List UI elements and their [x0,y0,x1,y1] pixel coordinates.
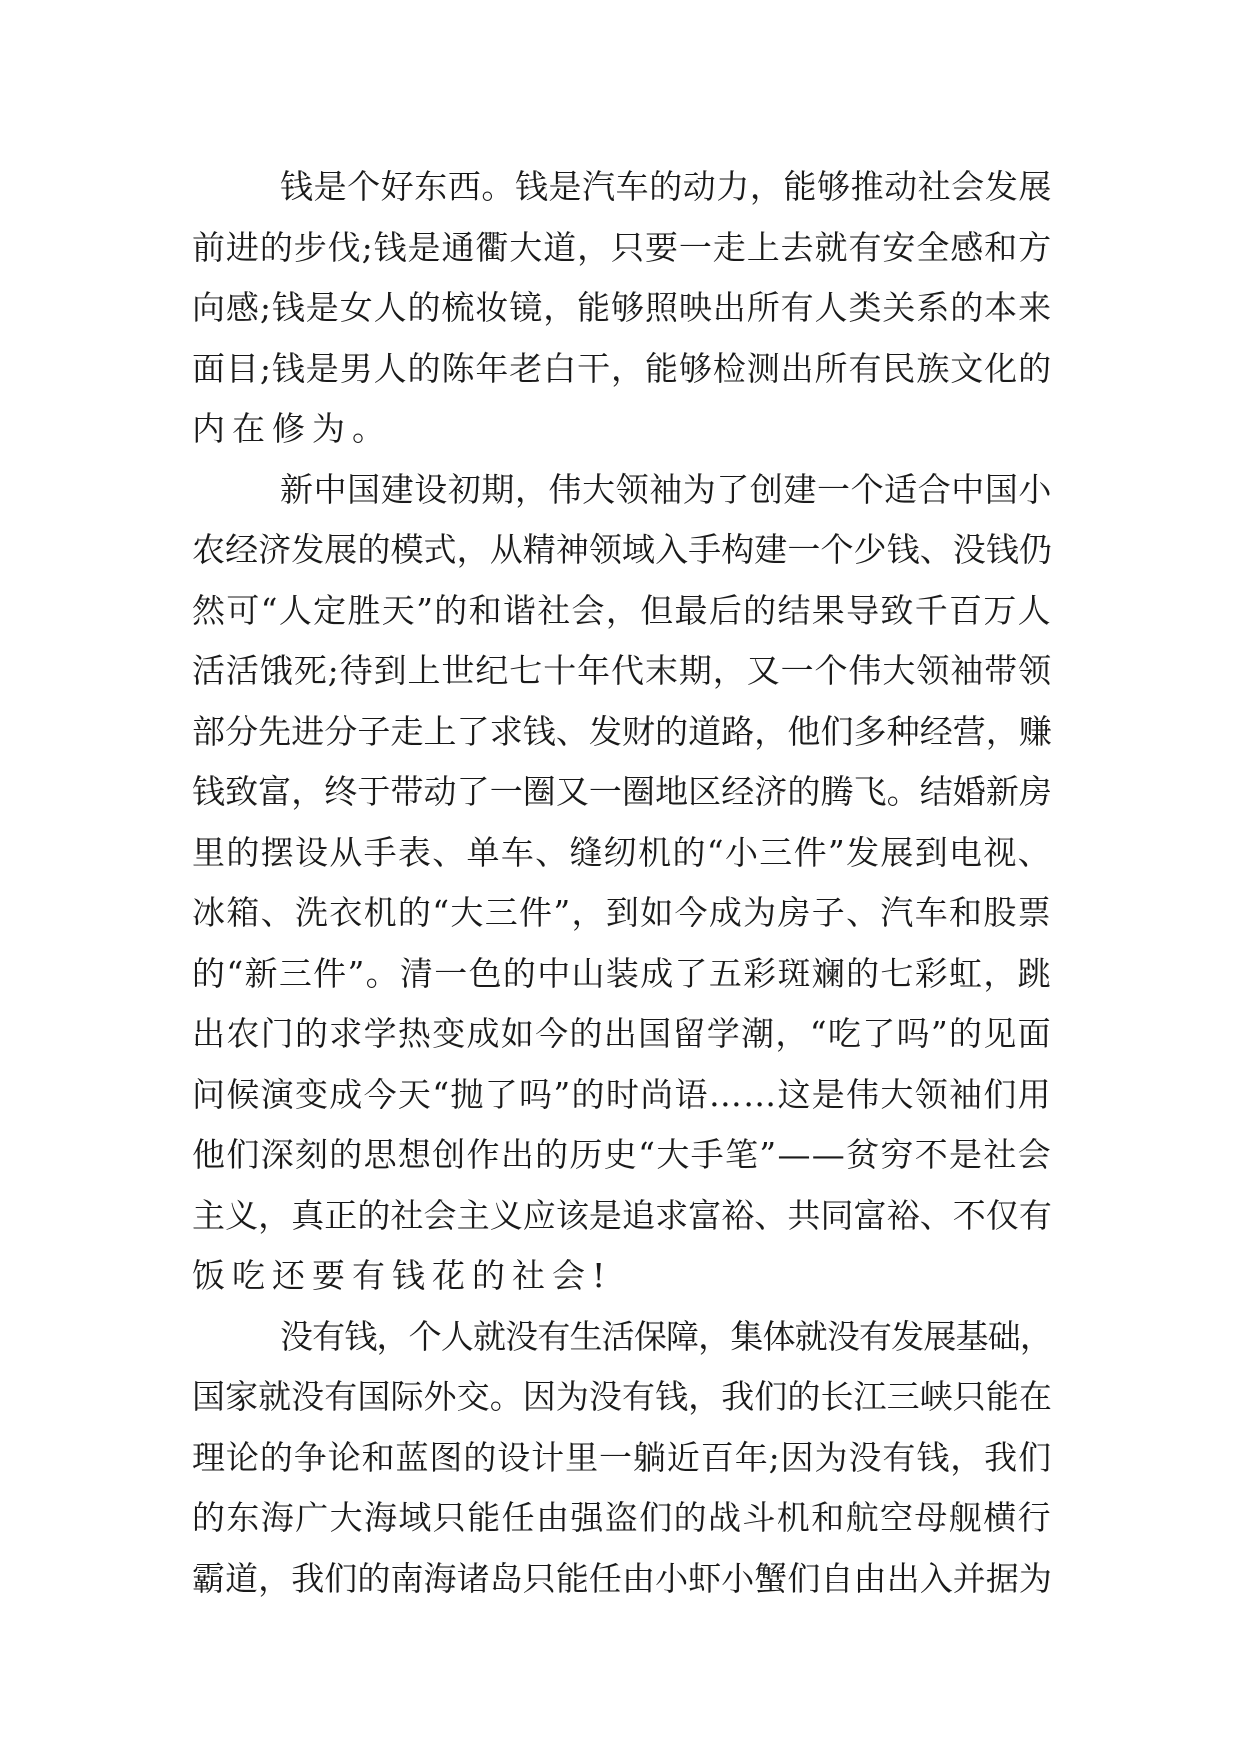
text-line: 钱是个好东西。钱是汽车的动力，能够推动社会发展 [280,167,1052,206]
body-text [192,157,1052,1609]
text-line: 的“新三件”。清一色的中山装成了五彩斑斓的七彩虹，跳 [192,953,1052,993]
text-line: 活活饿死;待到上世纪七十年代末期，又一个伟大领袖带领 [192,651,1052,690]
text-line: 出农门的求学热变成如今的出国留学潮，“吃了吗”的见面 [192,1014,1052,1053]
text-line: 主义，真正的社会主义应该是追求富裕、共同富裕、不仅有 [192,1195,1052,1235]
text-line: 他们深刻的思想创作出的历史“大手笔”——贫穷不是社会 [192,1135,1052,1174]
text-line: 的东海广大海域只能任由强盗们的战斗机和航空母舰横行 [192,1498,1052,1537]
text-line: 钱致富，终于带动了一圈又一圈地区经济的腾飞。结婚新房 [192,772,1052,811]
paragraph-1 [192,157,1052,460]
paragraph-2 [192,460,1052,1307]
text-line: 内在修为。 [192,409,392,448]
paragraph-3 [192,1307,1052,1610]
text-line: 前进的步伐;钱是通衢大道，只要一走上去就有安全感和方 [192,227,1052,267]
text-line: 国家就没有国际外交。因为没有钱，我们的长江三峡只能在 [192,1377,1052,1416]
text-line: 新中国建设初期，伟大领袖为了创建一个适合中国小 [280,469,1052,509]
text-line: 里的摆设从手表、单车、缝纫机的“小三件”发展到电视、 [192,832,1052,872]
text-line: 问候演变成今天“抛了吗”的时尚语……这是伟大领袖们用 [192,1074,1052,1114]
text-line: 农经济发展的模式，从精神领域入手构建一个少钱、没钱仍 [192,530,1052,569]
text-line: 部分先进分子走上了求钱、发财的道路，他们多种经营，赚 [192,711,1052,751]
text-line: 饭吃还要有钱花的社会! [192,1256,613,1295]
text-line: 霸道，我们的南海诸岛只能任由小虾小蟹们自由出入并据为 [192,1558,1052,1598]
text-line: 冰箱、洗衣机的“大三件”，到如今成为房子、汽车和股票 [192,893,1052,932]
text-line: 没有钱，个人就没有生活保障，集体就没有发展基础， [280,1316,1052,1356]
text-line: 理论的争论和蓝图的设计里一躺近百年;因为没有钱，我们 [192,1437,1052,1477]
text-line: 然可“人定胜天”的和谐社会，但最后的结果导致千百万人 [192,590,1052,630]
text-line: 向感;钱是女人的梳妆镜，能够照映出所有人类关系的本来 [192,288,1052,327]
text-line: 面目;钱是男人的陈年老白干，能够检测出所有民族文化的 [192,348,1052,388]
